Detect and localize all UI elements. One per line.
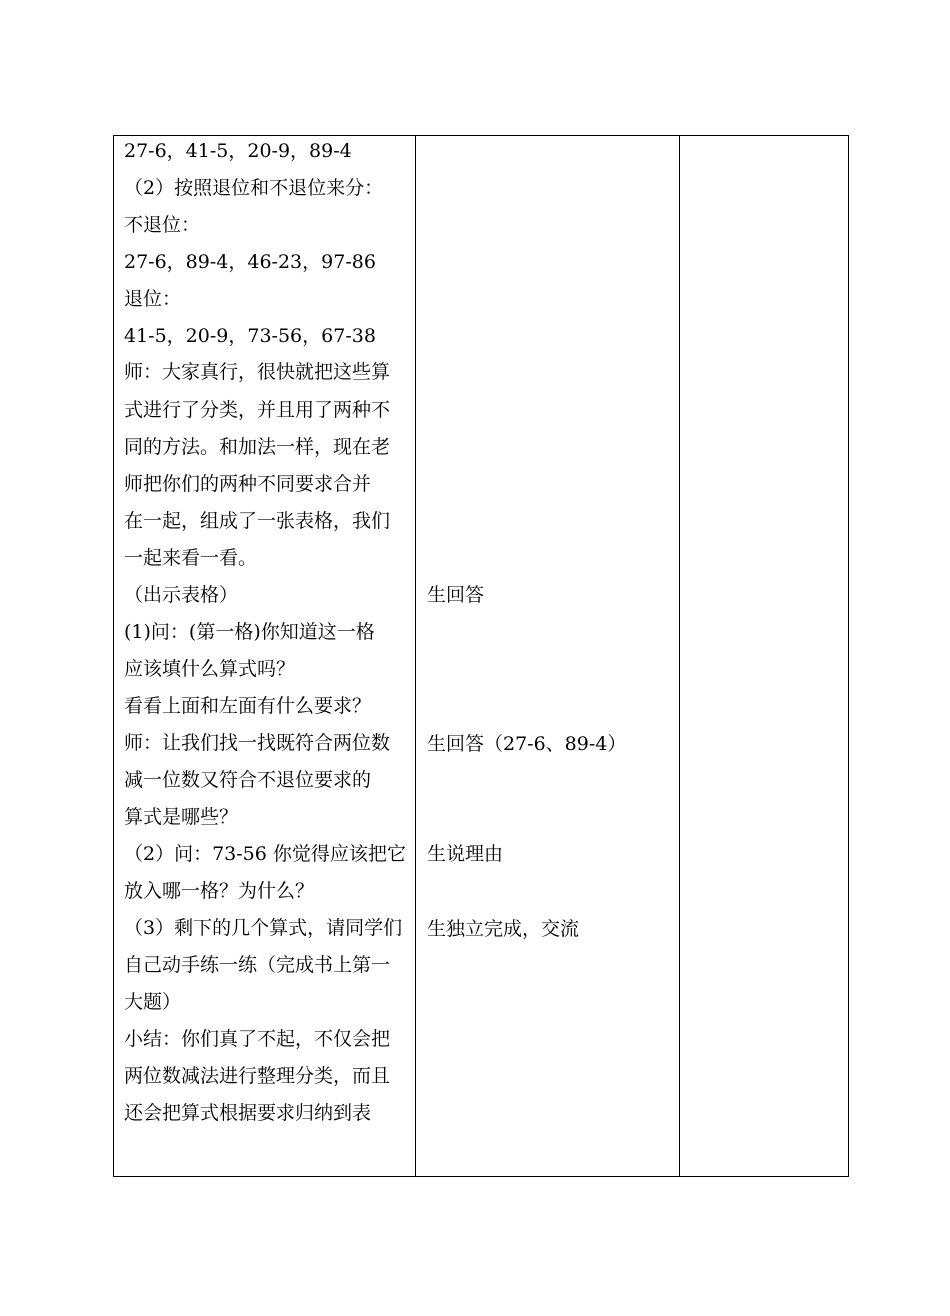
text-line: 生回答 <box>427 584 485 606</box>
text-line: 小结：你们真了不起，不仅会把 <box>124 1028 391 1050</box>
text-line: 27-6，41-5，20-9，89-4 <box>124 140 352 162</box>
text-line: （3）剩下的几个算式，请同学们 <box>124 917 403 939</box>
text-line: 师把你们的两种不同要求合并 <box>124 473 372 495</box>
text-line: （2）按照退位和不退位来分： <box>124 177 384 199</box>
text-line: （2）问：73-56 你觉得应该把它 <box>124 843 406 865</box>
text-line: 放入哪一格？为什么？ <box>124 880 315 902</box>
text-line: 自己动手练一练（完成书上第一 <box>124 954 391 976</box>
text-line: 27-6，89-4，46-23，97-86 <box>124 251 376 273</box>
text-line: 师：大家真行，很快就把这些算 <box>124 361 391 383</box>
text-line: 生回答（27-6、89-4） <box>427 733 627 755</box>
text-line: 师：让我们找一找既符合两位数 <box>124 732 391 754</box>
text-line: 生说理由 <box>427 843 504 865</box>
text-line: 不退位： <box>124 214 201 236</box>
text-line: 两位数减法进行整理分类，而且 <box>124 1065 391 1087</box>
text-line: 应该填什么算式吗？ <box>124 658 296 680</box>
text-line: 算式是哪些？ <box>124 806 239 828</box>
text-line: （出示表格） <box>124 584 239 606</box>
text-line: 还会把算式根据要求归纳到表 <box>124 1102 372 1124</box>
text-line: 在一起，组成了一张表格，我们 <box>124 510 391 532</box>
text-line: 减一位数又符合不退位要求的 <box>124 769 372 791</box>
column-divider <box>415 136 416 1176</box>
column-divider <box>679 136 680 1176</box>
text-line: 看看上面和左面有什么要求？ <box>124 695 372 717</box>
text-line: 退位： <box>124 288 182 310</box>
text-line: 大题） <box>124 991 182 1013</box>
text-line: 同的方法。和加法一样，现在老 <box>124 436 391 458</box>
text-line: 式进行了分类，并且用了两种不 <box>124 399 391 421</box>
text-line: 生独立完成，交流 <box>427 918 580 940</box>
text-line: 41-5，20-9，73-56，67-38 <box>124 325 376 347</box>
lesson-plan-table <box>113 135 849 1177</box>
text-line: 一起来看一看。 <box>124 547 258 569</box>
text-line: (1)问：(第一格)你知道这一格 <box>124 621 375 643</box>
